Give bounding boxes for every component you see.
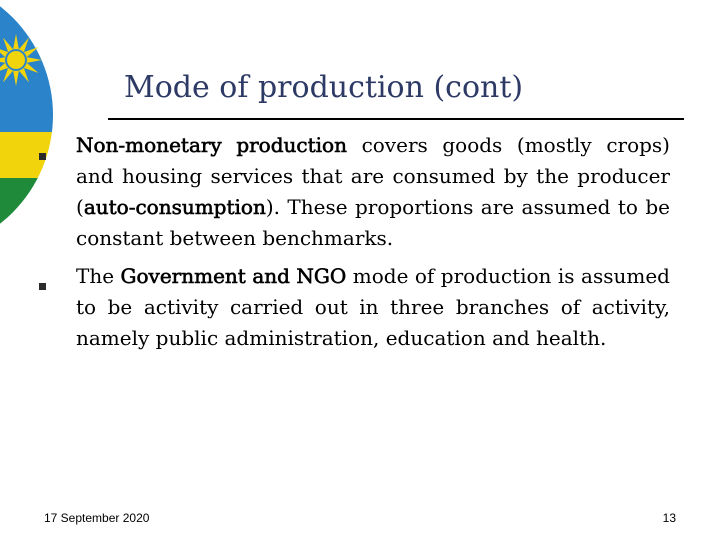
bullet-paragraph-government-ngo [76,261,670,354]
paragraph-text: covers goods (mostly crops) and housing services that are consumed by the producer ( [76,133,670,219]
bullet-marker [39,283,46,290]
page-number: 13 [662,511,676,525]
term-auto-consumption: auto-consumption [83,195,266,219]
term-non-monetary-production: Non-monetary production [76,133,347,157]
title-divider [108,118,684,120]
bullet-paragraph-non-monetary [76,130,670,254]
slide-title: Mode of production (cont) [124,70,524,105]
term-government-and-ngo: Government and NGO [120,264,347,288]
footer-date: 17 September 2020 [44,511,150,525]
paragraph-text: mode of production is assumed to be activity carried out in three branches of activity, namely public administration, education and health. [76,264,670,350]
paragraph-text: The [76,264,121,288]
paragraph-text: ). These proportions are assumed to be constant between benchmarks. [76,195,670,250]
rwanda-flag-sun-icon [0,0,60,240]
bullet-marker [39,153,46,160]
